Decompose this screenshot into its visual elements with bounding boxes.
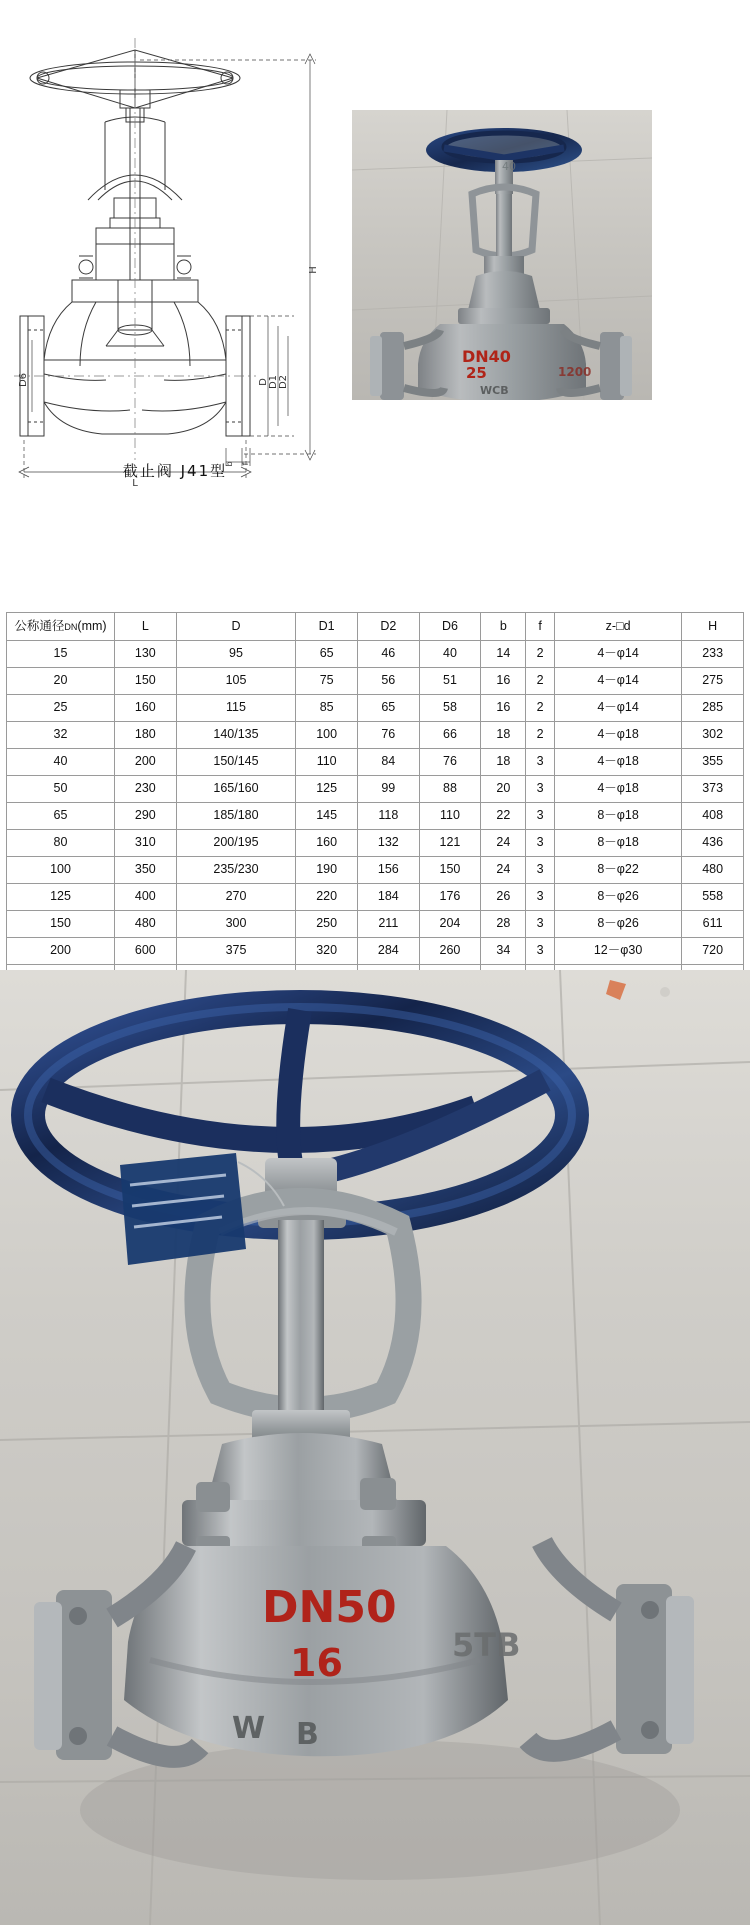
- cell-zd: 4－φ14: [554, 668, 681, 695]
- valve-cross-section-drawing: [10, 30, 360, 500]
- cell-b: 28: [481, 911, 526, 938]
- cell-b: 24: [481, 857, 526, 884]
- cell-h: 480: [682, 857, 744, 884]
- cell-h: 720: [682, 938, 744, 965]
- cell-h: 611: [682, 911, 744, 938]
- col-header-d: D: [176, 613, 296, 641]
- cell-d6: 76: [419, 749, 481, 776]
- cell-dn: 100: [7, 857, 115, 884]
- cell-d2: 132: [357, 830, 419, 857]
- cell-f: 2: [526, 668, 555, 695]
- cell-d: 185/180: [176, 803, 296, 830]
- table-row: [7, 911, 744, 938]
- cell-d: 150/145: [176, 749, 296, 776]
- cell-f: 3: [526, 938, 555, 965]
- table-row: [7, 695, 744, 722]
- cell-d: 300: [176, 911, 296, 938]
- cell-l: 290: [115, 803, 177, 830]
- cell-l: 600: [115, 938, 177, 965]
- cell-d: 115: [176, 695, 296, 722]
- cell-d: 165/160: [176, 776, 296, 803]
- col-header-dn-sub: DN: [64, 621, 78, 632]
- photo-bottom-svg: [0, 970, 750, 1925]
- svg-text:DN40: DN40: [462, 347, 511, 366]
- stem: [278, 1220, 324, 1430]
- table-row: [7, 776, 744, 803]
- cell-zd: 4－φ18: [554, 776, 681, 803]
- cell-f: 3: [526, 776, 555, 803]
- cell-f: 2: [526, 722, 555, 749]
- svg-text:D6: D6: [18, 372, 29, 388]
- cell-h: 233: [682, 641, 744, 668]
- col-header-d6: D6: [419, 613, 481, 641]
- cell-d6: 66: [419, 722, 481, 749]
- table-body: [7, 641, 744, 1019]
- cell-l: 230: [115, 776, 177, 803]
- cell-d: 140/135: [176, 722, 296, 749]
- cell-dn: 150: [7, 911, 115, 938]
- cell-d1: 320: [296, 938, 358, 965]
- cell-dn: 15: [7, 641, 115, 668]
- cell-d: 105: [176, 668, 296, 695]
- cell-d2: 211: [357, 911, 419, 938]
- cell-f: 3: [526, 911, 555, 938]
- table-header-row: [7, 613, 744, 641]
- cell-dn: 20: [7, 668, 115, 695]
- cell-f: 3: [526, 830, 555, 857]
- cell-d1: 110: [296, 749, 358, 776]
- cell-l: 350: [115, 857, 177, 884]
- cell-h: 558: [682, 884, 744, 911]
- top-section: [0, 0, 750, 560]
- cell-zd: 12－φ30: [554, 938, 681, 965]
- cell-zd: 4－φ18: [554, 722, 681, 749]
- marking-pn16: 16: [290, 1641, 343, 1685]
- cell-d2: 99: [357, 776, 419, 803]
- specification-table-wrap: [6, 612, 744, 1019]
- cell-zd: 4－φ14: [554, 695, 681, 722]
- drawing-svg: [10, 30, 360, 500]
- cell-h: 285: [682, 695, 744, 722]
- cell-l: 200: [115, 749, 177, 776]
- cell-f: 2: [526, 695, 555, 722]
- cell-d: 375: [176, 938, 296, 965]
- cell-d1: 190: [296, 857, 358, 884]
- marking-5tb: 5TB: [452, 1626, 521, 1664]
- cell-d1: 250: [296, 911, 358, 938]
- svg-text:40: 40: [502, 160, 516, 173]
- cell-zd: 8－φ22: [554, 857, 681, 884]
- col-header-b: b: [481, 613, 526, 641]
- svg-text:H: H: [308, 266, 319, 274]
- cell-l: 480: [115, 911, 177, 938]
- cell-d1: 75: [296, 668, 358, 695]
- cell-l: 160: [115, 695, 177, 722]
- cell-b: 18: [481, 749, 526, 776]
- cell-d2: 46: [357, 641, 419, 668]
- cell-d1: 125: [296, 776, 358, 803]
- cell-f: 2: [526, 641, 555, 668]
- svg-text:L: L: [132, 478, 138, 489]
- cell-b: 34: [481, 938, 526, 965]
- cell-h: 302: [682, 722, 744, 749]
- table-row: [7, 722, 744, 749]
- cell-d6: 58: [419, 695, 481, 722]
- col-header-dn: 公称通径DN(mm): [7, 613, 115, 641]
- table-row: [7, 803, 744, 830]
- cell-f: 3: [526, 857, 555, 884]
- marking-dn50: DN50: [262, 1582, 397, 1633]
- cell-d2: 118: [357, 803, 419, 830]
- cell-d6: 121: [419, 830, 481, 857]
- cell-b: 18: [481, 722, 526, 749]
- cell-d1: 160: [296, 830, 358, 857]
- table-row: [7, 749, 744, 776]
- cell-d2: 184: [357, 884, 419, 911]
- cell-zd: 8－φ26: [554, 911, 681, 938]
- table-row: [7, 641, 744, 668]
- col-header-zd: z-□d: [554, 613, 681, 641]
- globe-valve-photo-top: [352, 110, 652, 400]
- cell-b: 16: [481, 695, 526, 722]
- svg-text:25: 25: [466, 364, 487, 382]
- cell-zd: 4－φ14: [554, 641, 681, 668]
- cell-dn: 200: [7, 938, 115, 965]
- svg-text:D1: D1: [268, 374, 279, 390]
- cell-f: 3: [526, 884, 555, 911]
- cell-d1: 220: [296, 884, 358, 911]
- cell-dn: 32: [7, 722, 115, 749]
- cell-d2: 65: [357, 695, 419, 722]
- cell-d6: 88: [419, 776, 481, 803]
- svg-text:WCB: WCB: [480, 384, 509, 397]
- cell-d2: 284: [357, 938, 419, 965]
- cell-d6: 51: [419, 668, 481, 695]
- svg-text:D2: D2: [278, 374, 289, 390]
- cell-f: 3: [526, 803, 555, 830]
- cell-dn: 125: [7, 884, 115, 911]
- cell-d1: 100: [296, 722, 358, 749]
- cell-b: 16: [481, 668, 526, 695]
- cell-zd: 8－φ18: [554, 830, 681, 857]
- globe-valve-photo-bottom: [0, 970, 750, 1925]
- table-row: [7, 668, 744, 695]
- cell-zd: 8－φ26: [554, 884, 681, 911]
- cell-d2: 84: [357, 749, 419, 776]
- cell-h: 436: [682, 830, 744, 857]
- cell-b: 14: [481, 641, 526, 668]
- drawing-caption: 截止阀 J41型: [122, 462, 228, 480]
- cell-d6: 176: [419, 884, 481, 911]
- cell-d1: 85: [296, 695, 358, 722]
- cell-d6: 260: [419, 938, 481, 965]
- cell-d6: 40: [419, 641, 481, 668]
- cell-d: 270: [176, 884, 296, 911]
- cell-l: 130: [115, 641, 177, 668]
- cell-d6: 110: [419, 803, 481, 830]
- cell-zd: 4－φ18: [554, 749, 681, 776]
- cell-zd: 8－φ18: [554, 803, 681, 830]
- svg-text:1200: 1200: [558, 365, 592, 379]
- table-row: [7, 938, 744, 965]
- cell-d2: 56: [357, 668, 419, 695]
- cell-h: 355: [682, 749, 744, 776]
- cell-l: 180: [115, 722, 177, 749]
- cell-b: 22: [481, 803, 526, 830]
- cell-d: 200/195: [176, 830, 296, 857]
- cell-d: 95: [176, 641, 296, 668]
- cell-d: 235/230: [176, 857, 296, 884]
- table-head: [7, 613, 744, 641]
- table-row: [7, 884, 744, 911]
- cell-d1: 65: [296, 641, 358, 668]
- specification-table: [6, 612, 744, 1019]
- col-header-d2: D2: [357, 613, 419, 641]
- cell-dn: 65: [7, 803, 115, 830]
- table-row: [7, 830, 744, 857]
- cell-l: 400: [115, 884, 177, 911]
- photo-top-svg: [352, 110, 652, 400]
- cell-l: 150: [115, 668, 177, 695]
- cell-d2: 156: [357, 857, 419, 884]
- cell-d6: 204: [419, 911, 481, 938]
- cell-dn: 80: [7, 830, 115, 857]
- col-header-d1: D1: [296, 613, 358, 641]
- col-header-f: f: [526, 613, 555, 641]
- table-row: [7, 857, 744, 884]
- cell-b: 20: [481, 776, 526, 803]
- cell-dn: 40: [7, 749, 115, 776]
- svg-text:f: f: [241, 462, 250, 466]
- marking-b: B: [296, 1717, 319, 1752]
- cell-b: 24: [481, 830, 526, 857]
- cell-d2: 76: [357, 722, 419, 749]
- cell-d1: 145: [296, 803, 358, 830]
- col-header-l: L: [115, 613, 177, 641]
- cell-b: 26: [481, 884, 526, 911]
- cell-d6: 150: [419, 857, 481, 884]
- svg-text:b: b: [225, 461, 234, 467]
- cell-h: 373: [682, 776, 744, 803]
- cell-h: 275: [682, 668, 744, 695]
- svg-text:D: D: [258, 378, 269, 386]
- marking-w: W: [232, 1711, 266, 1746]
- cell-l: 310: [115, 830, 177, 857]
- cell-dn: 25: [7, 695, 115, 722]
- cell-f: 3: [526, 749, 555, 776]
- col-header-h: H: [682, 613, 744, 641]
- cell-dn: 50: [7, 776, 115, 803]
- cell-h: 408: [682, 803, 744, 830]
